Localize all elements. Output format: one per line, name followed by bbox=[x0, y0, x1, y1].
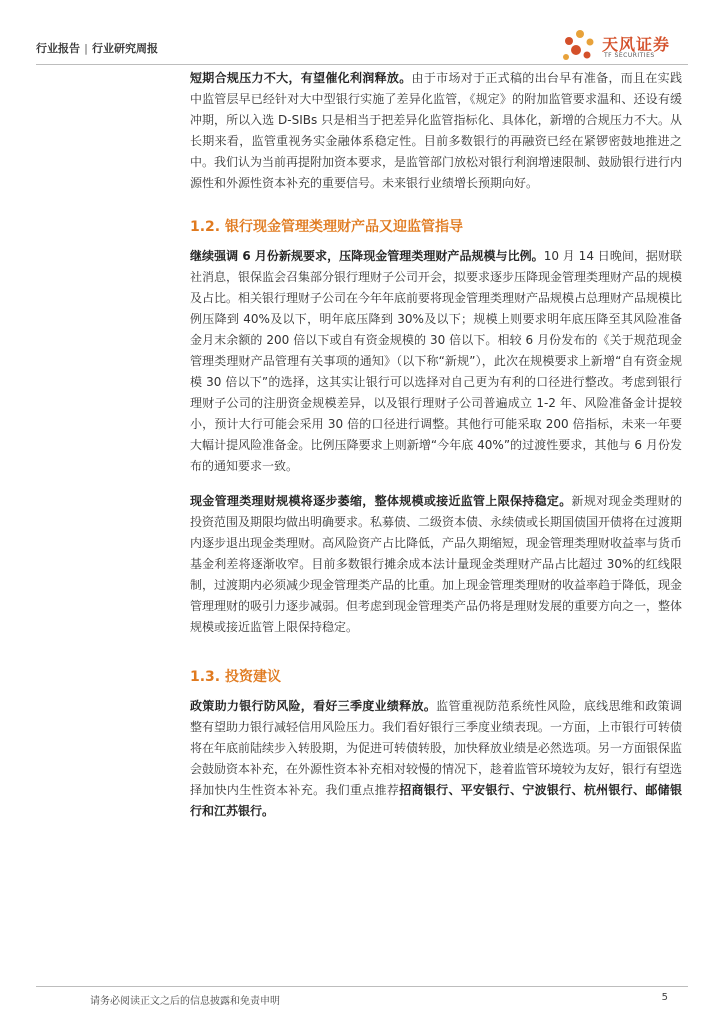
company-logo bbox=[558, 28, 688, 64]
report-type: 行业报告 bbox=[36, 42, 80, 55]
paragraph-text: 我们重点推荐 bbox=[325, 783, 400, 797]
logo-subtitle: TF SECURITIES bbox=[604, 52, 655, 59]
paragraph-lead: 短期合规压力不大，有望催化利润释放。 bbox=[190, 71, 412, 85]
page-header bbox=[36, 28, 688, 64]
section-heading: 1.3. 投资建议 bbox=[190, 669, 281, 685]
recommended-banks: 招商银行、平安银行、宁波银行、杭州银行、邮储银行和江苏银行。 bbox=[190, 783, 682, 818]
paragraph-lead: 政策助力银行防风险，看好三季度业绩释放。 bbox=[190, 699, 437, 713]
section-heading: 1.2. 银行现金管理类理财产品又迎监管指导 bbox=[190, 219, 463, 235]
logo-name: 天风证券 bbox=[602, 35, 671, 54]
header-divider bbox=[36, 64, 688, 65]
footer-disclaimer: 请务必阅读正文之后的信息披露和免责申明 bbox=[90, 996, 280, 1007]
logo-mark-icon bbox=[558, 28, 600, 64]
header-category bbox=[36, 40, 158, 56]
page-number: 5 bbox=[661, 992, 668, 1003]
report-subtype: 行业研究周报 bbox=[92, 42, 159, 55]
paragraph bbox=[190, 696, 682, 822]
paragraph bbox=[190, 246, 682, 477]
header-separator: | bbox=[84, 42, 89, 55]
paragraph-text: 由于市场对于正式稿的出台早有准备，而且在实践中监管层早已经针对大中型银行实施了差异化监管，《规定》的附加监管要求温和、还设有缓冲期，所以入选 D-SIBs 只是相当于把差异化监管指标化、具体化，新增的合规压力不大。从长期来看，监管重视务实金融体系稳定性。目前多数银行的再融资已经在紧锣密鼓地推进之中。我们认为当前再提附加资本要求，是监管部门放松对银行利润增速限制、鼓励银行进行内源性和外源性资本补充的重要信号。未来银行业绩增长预期向好。 bbox=[190, 71, 683, 190]
paragraph-text: 新规对现金类理财的投资范围及期限均做出明确要求。私募债、二级资本债、永续债或长期国债国开债将在过渡期内逐步退出现金类理财。高风险资产占比降低，产品久期缩短，现金管理类理财收益率与货币基金利差将逐渐收窄。目前多数银行摊余成本法计量现金类理财产品占比超过 30%的红线限制，过渡期内必须减少现金管理类产品的比重。加上现金管理类理财的收益率趋于降低，现金管理理财的吸引力逐步减弱。但考虑到现金管理类产品仍将是理财发展的重要方向之一，整体规模或接近监管上限保持稳定。 bbox=[190, 494, 683, 634]
report-body bbox=[190, 68, 682, 836]
footer-divider bbox=[36, 986, 688, 987]
paragraph-text: 监管重视防范系统性风险，底线思维和政策调整有望助力银行减轻信用风险压力。我们看好银行三季度业绩表现。一方面，上市银行可转债将在年底前陆续步入转股期，为促进可转债转股，加快释放业绩是必然选项。另一方面银保监会鼓励资本补充，在外源性资本补充相对较慢的情况下，趁着监管环境较为友好，银行有望选择加快内生性资本补充。 bbox=[190, 699, 683, 797]
paragraph bbox=[190, 491, 682, 638]
paragraph-text: 10 月 14 日晚间，据财联社消息，银保监会召集部分银行理财子公司开会，拟要求逐步压降现金管理类理财产品的规模及占比。相关银行理财子公司在今年年底前要将现金管理类理财产品规模占总理财产品规模比例压降到 40%及以下，明年底压降到 30%及以下；规模上则要求明年底压降至其风险准备金月末余额的 200 倍以下或自有资金规模的 30 倍以下。相较 6 月份发布的《关于规范现金管理类理财产品管理有关事项的通知》（以下称“新规”），此次在规模要求上新增“自有资金规模 30 倍以下”的选择，这其实让银行可以选择对自己更为有利的口径进行整改。考虑到银行理财子公司的注册资金规模差异，以及银行理财子公司普遍成立 1-2 年、风险准备金计提较小，预计大行可能会采用 30 倍的口径进行调整。其他行可能采取 200 倍指标，未来一年要大幅计提风险准备金。比例压降要求上则新增“今年底 40%”的过渡性要求，其他与 6 月份发布的通知要求一致。 bbox=[190, 249, 683, 473]
paragraph-lead: 现金管理类理财规模将逐步萎缩，整体规模或接近监管上限保持稳定。 bbox=[190, 494, 572, 508]
paragraph bbox=[190, 68, 682, 194]
paragraph-lead: 继续强调 6 月份新规要求，压降现金管理类理财产品规模与比例。 bbox=[190, 249, 544, 263]
